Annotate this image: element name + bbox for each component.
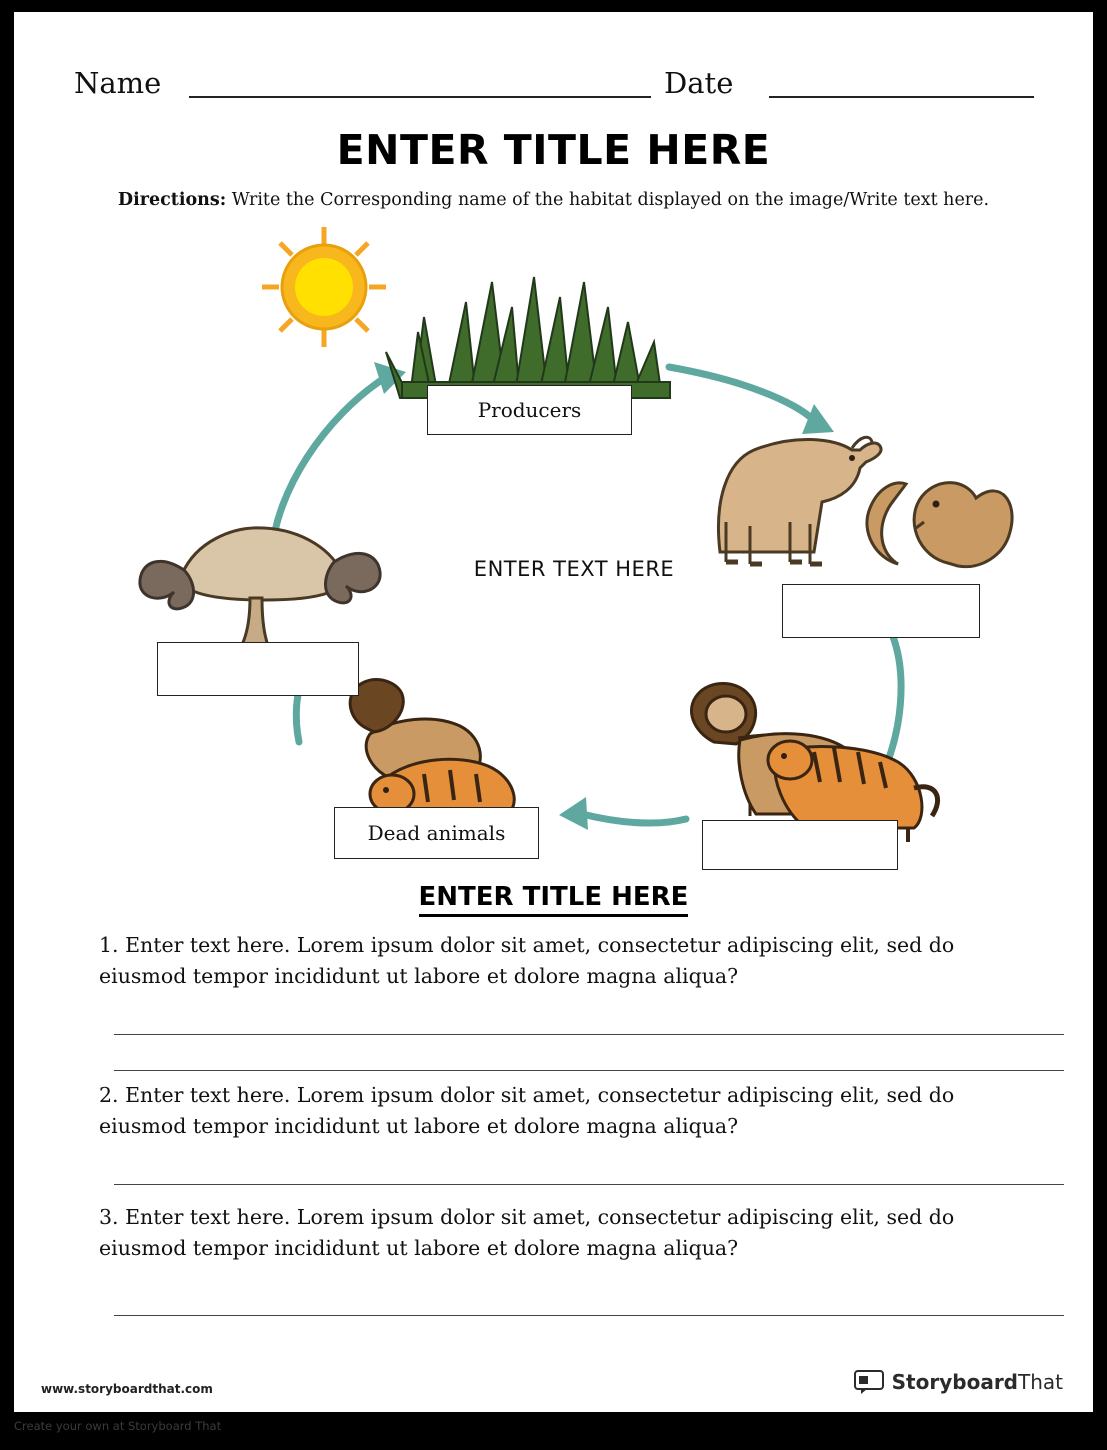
brand-text bbox=[892, 1370, 1063, 1394]
page-title[interactable]: ENTER TITLE HERE bbox=[336, 126, 771, 174]
mushroom-icon bbox=[181, 528, 343, 652]
footer-url[interactable]: www.storyboardthat.com bbox=[41, 1382, 213, 1396]
label-box-producers[interactable]: Producers bbox=[427, 385, 632, 435]
dead-animals-icon bbox=[350, 680, 514, 818]
answer-line-1a[interactable] bbox=[114, 1034, 1064, 1035]
worksheet-page bbox=[14, 12, 1093, 1412]
label-box-secondary-consumers[interactable] bbox=[702, 820, 898, 870]
food-chain-diagram bbox=[14, 222, 1093, 882]
answer-line-2a[interactable] bbox=[114, 1184, 1064, 1185]
directions-label: Directions: bbox=[117, 190, 227, 210]
label-box-decomposers[interactable] bbox=[157, 642, 359, 696]
center-text[interactable]: ENTER TEXT HERE bbox=[473, 557, 675, 581]
date-label: Date bbox=[664, 66, 734, 100]
section-title-text: ENTER TITLE HERE bbox=[419, 882, 689, 917]
directions bbox=[14, 190, 1093, 210]
question-1[interactable]: 1. Enter text here. Lorem ipsum dolor sit amet, consectetur adipiscing elit, sed do eiusmod tempor incididunt ut labore et dolore magna aliqua? bbox=[99, 933, 955, 988]
date-write-line[interactable] bbox=[769, 96, 1034, 98]
speech-bubble-icon bbox=[854, 1370, 884, 1394]
brand-first: Storyboard bbox=[891, 1370, 1018, 1394]
brand-second: That bbox=[1018, 1370, 1063, 1394]
name-label: Name bbox=[74, 66, 162, 100]
answer-line-3a[interactable] bbox=[114, 1315, 1064, 1316]
sun-icon bbox=[262, 227, 386, 347]
name-write-line[interactable] bbox=[189, 96, 651, 98]
section-title[interactable] bbox=[14, 882, 1093, 912]
brand-logo bbox=[854, 1370, 1063, 1394]
goat-icon bbox=[718, 437, 881, 564]
answer-line-1b[interactable] bbox=[114, 1070, 1064, 1071]
directions-text: Write the Corresponding name of the habitat displayed on the image/Write text here. bbox=[231, 190, 990, 210]
question-3[interactable]: 3. Enter text here. Lorem ipsum dolor sit amet, consectetur adipiscing elit, sed do eiusmod tempor incididunt ut labore et dolore magna aliqua? bbox=[99, 1205, 955, 1260]
bottom-note: Create your own at Storyboard That bbox=[14, 1419, 222, 1433]
grass-icon bbox=[386, 277, 662, 398]
label-box-dead-animals[interactable]: Dead animals bbox=[334, 807, 539, 859]
squirrel-icon bbox=[867, 483, 1012, 567]
label-box-primary-consumers[interactable] bbox=[782, 584, 980, 638]
question-2[interactable]: 2. Enter text here. Lorem ipsum dolor sit amet, consectetur adipiscing elit, sed do eiusmod tempor incididunt ut labore et dolore magna aliqua? bbox=[99, 1083, 955, 1138]
